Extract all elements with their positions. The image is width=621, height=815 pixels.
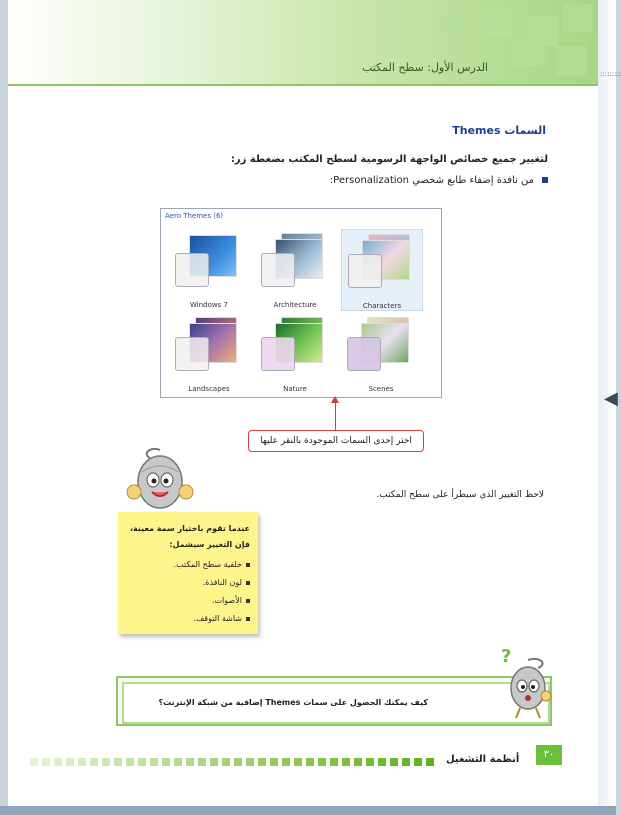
note-item: لون النافذة. (203, 578, 250, 587)
note-item: خلفية سطح المكتب. (174, 560, 250, 569)
note-line: فإن التغيير سيشمل: (169, 540, 250, 549)
color-swatch-icon (175, 337, 209, 371)
bullet-text: من نافذة إضفاء طابع شخصي Personalization: (329, 175, 534, 186)
color-swatch-icon (261, 337, 295, 371)
bullet-square-icon (246, 617, 250, 621)
question-box (116, 676, 552, 726)
theme-label: Architecture (273, 301, 317, 309)
sticky-note (118, 512, 258, 634)
lesson-title: الدرس الأول: سطح المكتب (361, 61, 488, 74)
footer-book-title: أنظمة التشغيل (446, 754, 520, 765)
question-mark-icon: ? (501, 646, 512, 667)
edge-marks: ::::::::: (600, 70, 621, 78)
aero-themes-panel (160, 208, 442, 398)
observe-text: لاحظ التغيير الذي سيطرأ على سطح المكتب. (376, 490, 544, 500)
color-swatch-icon (348, 254, 382, 288)
bullet-square-icon (246, 563, 250, 567)
color-swatch-icon (261, 253, 295, 287)
question-text: كيف يمكنك الحصول على سمات Themes إضافية من شبكة الإنترنت؟ (158, 698, 428, 707)
page-header (8, 0, 598, 86)
theme-tile-landscapes[interactable] (169, 313, 249, 393)
mouse-character-icon (500, 656, 556, 720)
theme-label: Landscapes (188, 385, 230, 393)
section-title: السمات Themes (452, 124, 546, 137)
bullet-square-icon (246, 581, 250, 585)
header-divider (8, 84, 598, 86)
panel-title: Aero Themes (6) (165, 212, 224, 220)
bullet-square-icon (542, 177, 548, 183)
note-item: الأصوات. (212, 596, 250, 605)
page-number: ٣٠ (536, 745, 562, 765)
theme-label: Scenes (368, 385, 394, 393)
bottom-frame (0, 806, 616, 815)
note-line: عندما تقوم باختيار سمة معينة، (130, 524, 250, 533)
color-swatch-icon (175, 253, 209, 287)
callout-box: اختر إحدى السمات الموجودة بالنقر عليها (248, 430, 424, 452)
intro-text: لتغيير جميع خصائص الواجهة الرسومية لسطح المكتب بضغطة زر: (230, 154, 548, 165)
mouse-character-icon (120, 446, 200, 514)
note-item: شاشة التوقف. (193, 614, 250, 623)
callout-arrow-line (335, 402, 336, 432)
theme-tile-nature[interactable] (255, 313, 335, 393)
theme-tile-architecture[interactable] (255, 229, 335, 309)
bullet-square-icon (246, 599, 250, 603)
book-page (8, 0, 599, 806)
theme-label: Characters (362, 302, 402, 310)
theme-tile-characters[interactable] (341, 229, 423, 311)
color-swatch-icon (347, 337, 381, 371)
bullet-personalization (330, 175, 548, 186)
theme-label: Nature (283, 385, 307, 393)
theme-tile-scenes[interactable] (341, 313, 421, 393)
theme-tile-windows7[interactable] (169, 229, 249, 309)
theme-label: Windows 7 (190, 301, 228, 309)
scroll-arrow-icon[interactable]: ◀ (604, 388, 618, 409)
